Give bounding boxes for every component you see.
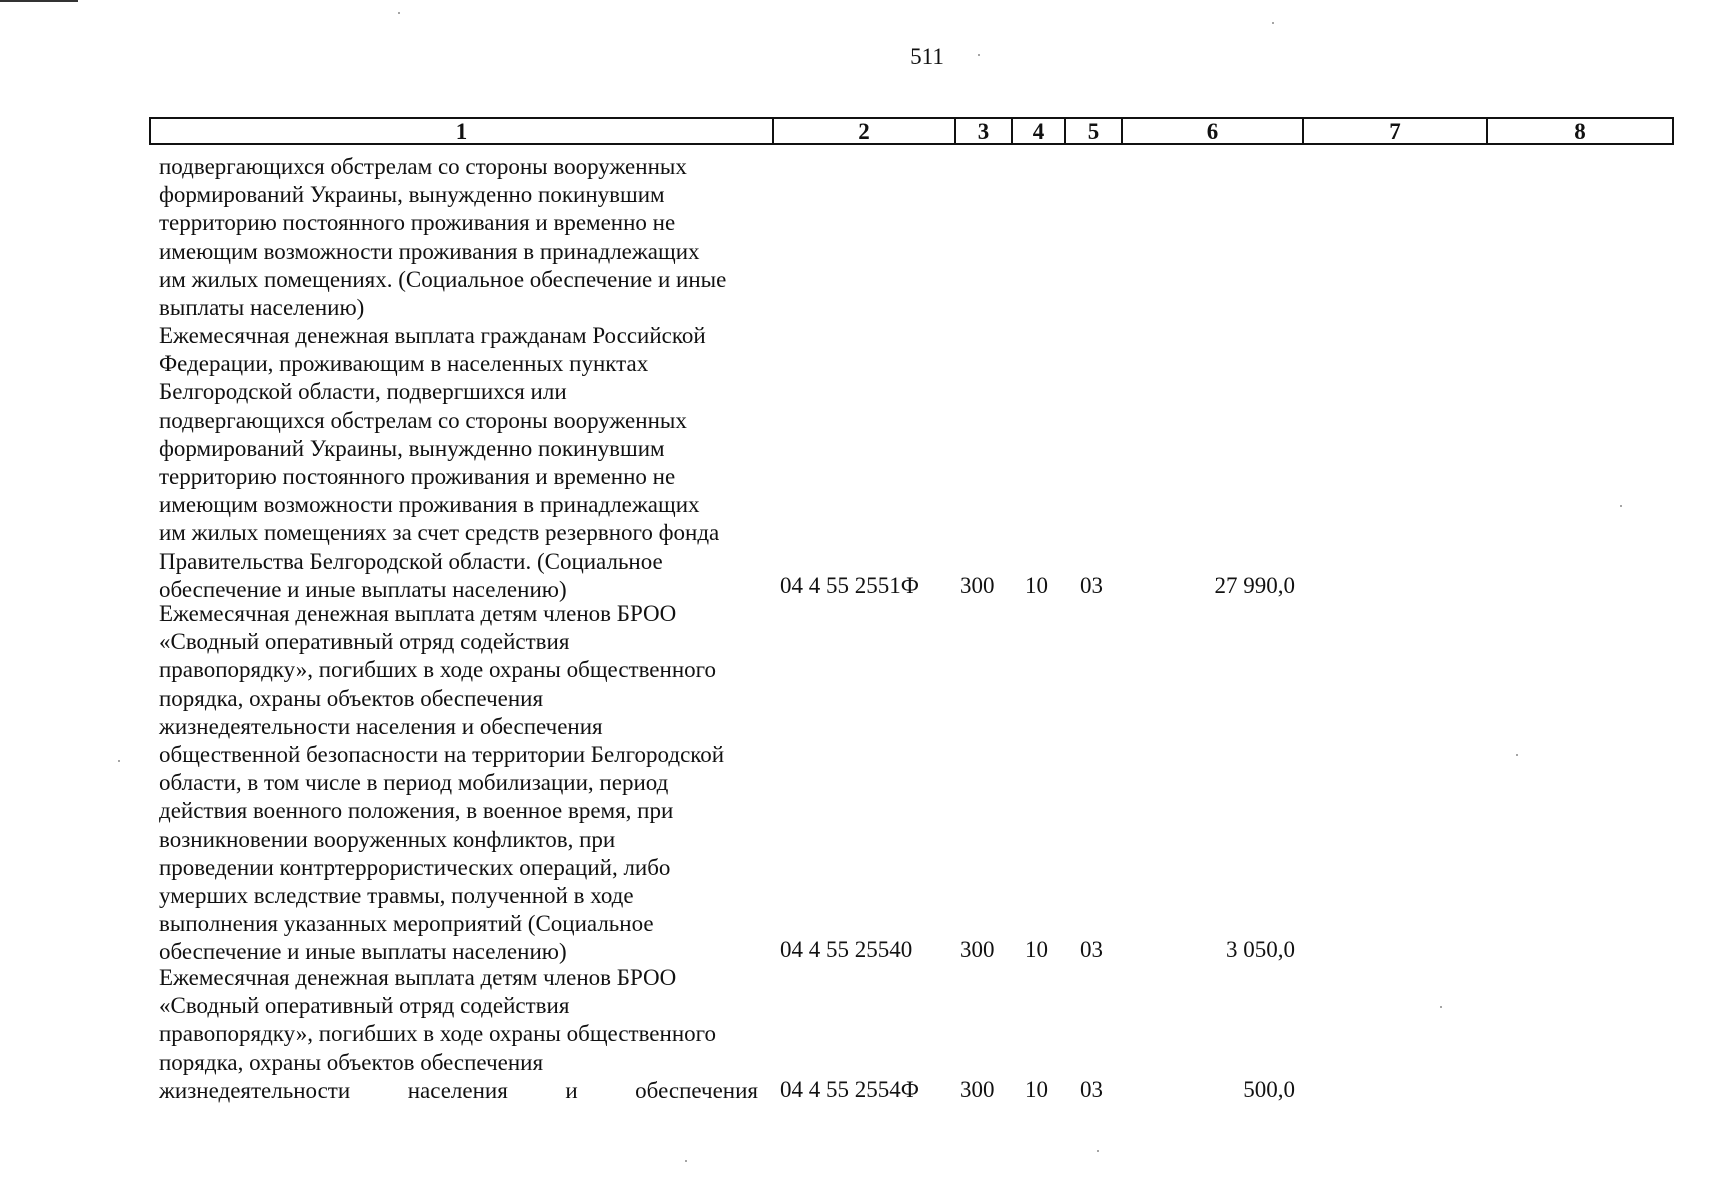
description-line: Федерации, проживающим в населенных пунктах: [159, 351, 649, 377]
row-group: 300: [960, 573, 995, 598]
row-code: 04 4 55 2551Ф: [780, 573, 919, 598]
description-line: Белгородской области, подвергшихся или: [159, 379, 567, 405]
description-line: «Сводный оперативный отряд содействия: [159, 993, 570, 1019]
description-line: формирований Украины, вынужденно покинувшим: [159, 182, 665, 208]
description-line: области, в том числе в период мобилизации, период: [159, 770, 669, 796]
row-amount: 3 050,0: [1226, 937, 1295, 962]
row-group: 300: [960, 937, 995, 962]
description-line: правопорядку», погибших в ходе охраны общественного: [159, 1021, 716, 1047]
description-line: Правительства Белгородской области. (Социальное: [159, 548, 663, 574]
header-col-7: 7: [1304, 119, 1488, 143]
description-line: имеющим возможности проживания в принадлежащих: [159, 492, 700, 518]
description-line: подвергающихся обстрелам со стороны вооруженных: [159, 154, 687, 179]
description-line: Ежемесячная денежная выплата гражданам Российской: [159, 323, 706, 348]
row-code: 04 4 55 25540: [780, 937, 913, 962]
description-line: действия военного положения, в военное время, при: [159, 798, 674, 824]
header-col-3: 3: [956, 119, 1013, 143]
row-section: 10: [1025, 573, 1048, 598]
row-code: 04 4 55 2554Ф: [780, 1077, 919, 1102]
description-line: обеспечение и иные выплаты населению): [159, 939, 567, 965]
scan-speck: [1620, 505, 1622, 507]
row-description: [159, 322, 758, 604]
row-subsection: 03: [1080, 937, 1103, 962]
description-line: жизнедеятельности населения и обеспечения: [159, 713, 603, 739]
row-subsection: 03: [1080, 1077, 1103, 1102]
description-line: выполнения указанных мероприятий (Социальное: [159, 911, 654, 937]
description-line: формирований Украины, вынужденно покинувшим: [159, 435, 665, 461]
row-description: [159, 600, 758, 967]
row-amount: 500,0: [1243, 1077, 1295, 1102]
description-line: Ежемесячная денежная выплата детям членов БРОО: [159, 601, 677, 626]
header-col-4: 4: [1013, 119, 1066, 143]
header-col-2: 2: [774, 119, 956, 143]
description-line: территорию постоянного проживания и временно не: [159, 210, 676, 236]
header-col-6: 6: [1123, 119, 1304, 143]
scan-speck: [1516, 754, 1518, 756]
page-number: 511: [910, 44, 944, 69]
description-line: Ежемесячная денежная выплата детям членов БРОО: [159, 965, 677, 990]
row-group: 300: [960, 1077, 995, 1102]
header-col-8: 8: [1574, 119, 1586, 144]
header-col-1: 1: [151, 119, 774, 143]
description-line: подвергающихся обстрелам со стороны вооруженных: [159, 407, 687, 433]
description-line: умерших вследствие травмы, полученной в ходе: [159, 883, 634, 909]
row-description: [159, 964, 758, 1105]
scan-speck: [118, 760, 120, 762]
description-line: имеющим возможности проживания в принадлежащих: [159, 238, 700, 264]
description-line: им жилых помещениях за счет средств резервного фонда: [159, 520, 720, 546]
table-header: [149, 117, 1674, 145]
row-section: 10: [1025, 1077, 1048, 1102]
description-line: порядка, охраны объектов обеспечения: [159, 685, 544, 711]
scan-corner-mark: [0, 0, 78, 2]
row-description: [159, 153, 758, 322]
scan-speck: [685, 1160, 687, 1162]
description-line: им жилых помещениях. (Социальное обеспечение и иные: [159, 266, 727, 292]
row-section: 10: [1025, 937, 1048, 962]
description-line: общественной безопасности на территории Белгородской: [159, 742, 725, 768]
scan-speck: [978, 54, 980, 56]
description-line: территорию постоянного проживания и временно не: [159, 464, 676, 490]
description-line: возникновении вооруженных конфликтов, при: [159, 826, 616, 852]
description-line: жизнедеятельности населения и обеспечения: [159, 1077, 758, 1103]
scan-speck: [1097, 1150, 1099, 1152]
header-col-5: 5: [1066, 119, 1123, 143]
scan-speck: [398, 12, 400, 14]
description-line: обеспечение и иные выплаты населению): [159, 576, 567, 602]
description-line: порядка, охраны объектов обеспечения: [159, 1049, 544, 1075]
description-line: проведении контртеррористических операций, либо: [159, 854, 671, 880]
scan-speck: [1440, 1006, 1442, 1008]
row-subsection: 03: [1080, 573, 1103, 598]
scan-speck: [1272, 22, 1274, 24]
description-line: правопорядку», погибших в ходе охраны общественного: [159, 657, 716, 683]
description-line: выплаты населению): [159, 295, 365, 321]
description-line: «Сводный оперативный отряд содействия: [159, 629, 570, 655]
row-amount: 27 990,0: [1214, 573, 1295, 598]
